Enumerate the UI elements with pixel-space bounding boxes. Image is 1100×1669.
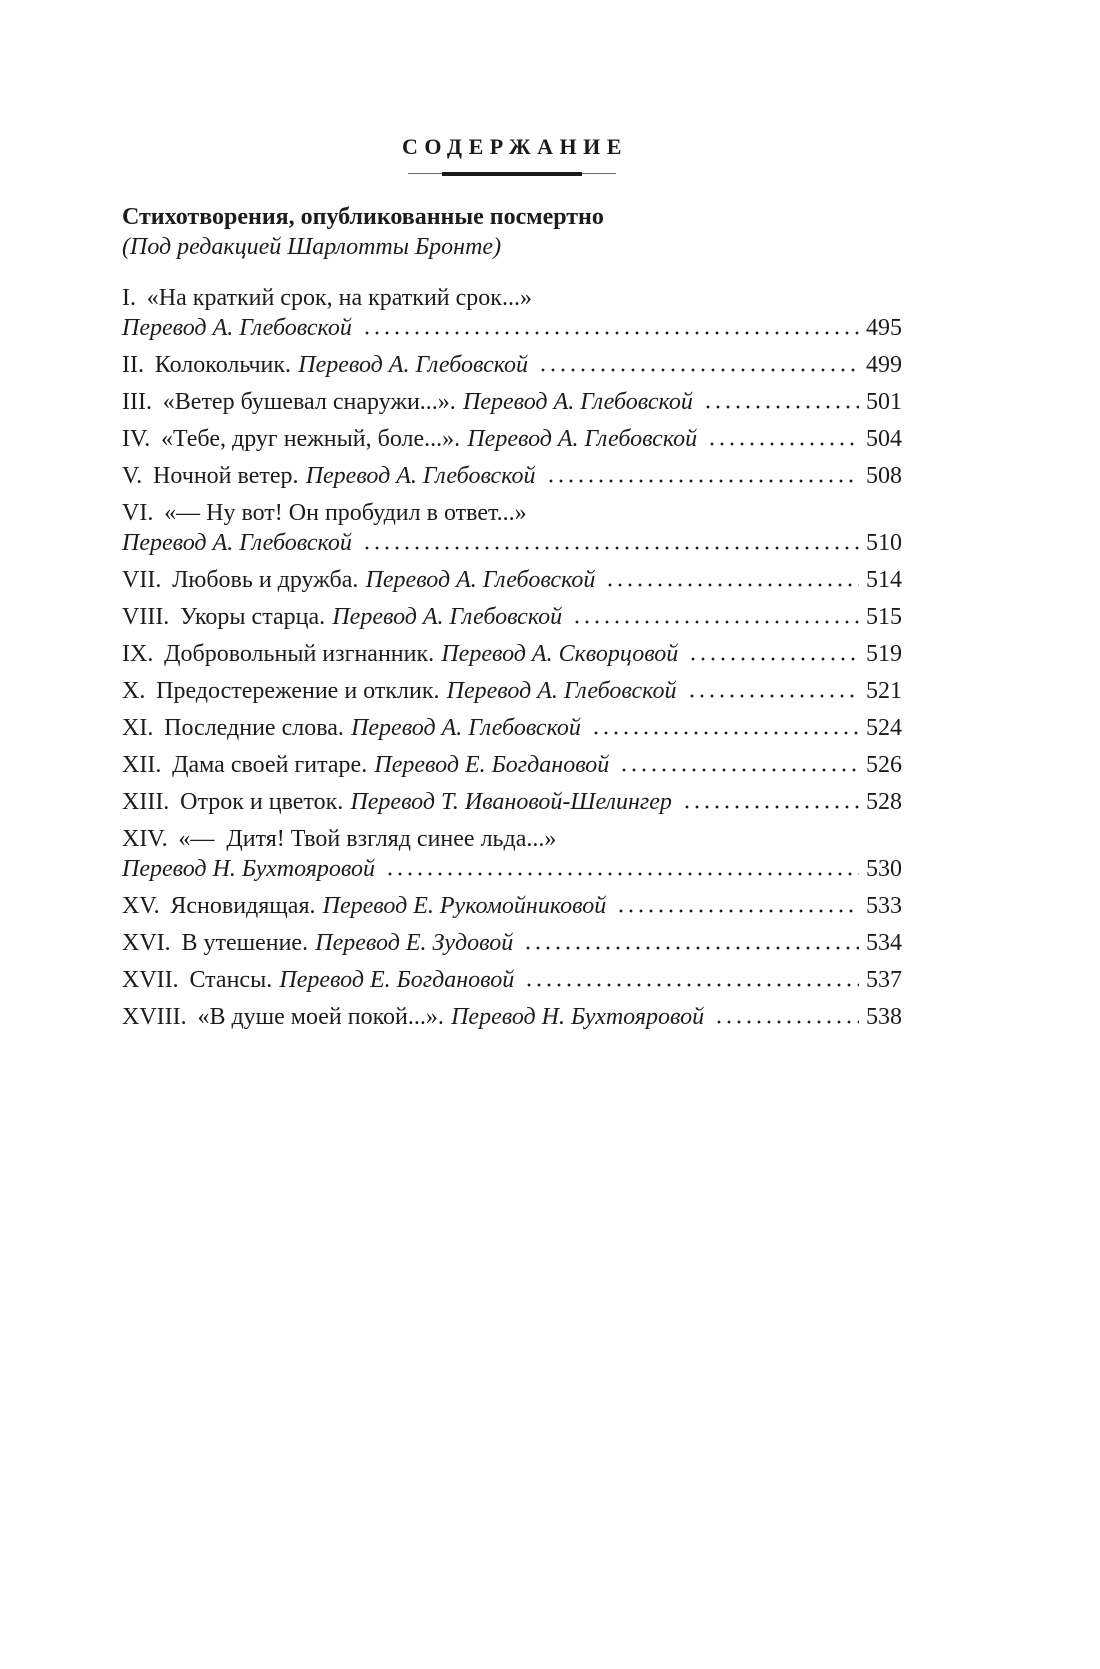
toc-entry-line — [122, 891, 902, 921]
entry-text — [122, 498, 527, 528]
entry-translator: Перевод Е. Рукомойниковой — [322, 893, 607, 919]
dot-leader — [686, 694, 860, 698]
entry-text — [122, 787, 672, 817]
entry-translator: Перевод Н. Бухтояровой — [122, 856, 376, 882]
entry-numeral: XVIII. — [122, 1004, 187, 1030]
entry-title: Последние слова. — [164, 715, 344, 741]
entry-numeral: IX. — [122, 641, 154, 667]
toc-entry — [122, 891, 902, 921]
dot-leader — [571, 620, 859, 624]
toc-entry-title-line — [122, 498, 902, 528]
entry-translator: Перевод Н. Бухтояровой — [451, 1004, 705, 1030]
entry-page-number: 519 — [866, 641, 902, 667]
entry-translator: Перевод Е. Богдановой — [279, 967, 515, 993]
dot-leader — [545, 479, 859, 483]
toc-entry-line — [122, 424, 902, 454]
entry-translator: Перевод А. Глебовской — [332, 604, 563, 630]
toc-entry — [122, 787, 902, 817]
divider-thick-rule — [442, 172, 582, 176]
toc-entry — [122, 713, 902, 743]
entry-text — [122, 283, 532, 313]
entry-numeral: XV. — [122, 893, 160, 919]
entry-numeral: X. — [122, 678, 146, 704]
entry-numeral: VI. — [122, 500, 154, 526]
dot-leader — [615, 909, 859, 913]
entry-page-number: 495 — [866, 315, 902, 341]
entry-numeral: XVI. — [122, 930, 171, 956]
entry-page-number: 510 — [866, 530, 902, 556]
toc-entry-line — [122, 928, 902, 958]
entry-page-number: 501 — [866, 389, 902, 415]
entry-page-number: 537 — [866, 967, 902, 993]
toc-entry — [122, 461, 902, 491]
entry-numeral: XIII. — [122, 789, 170, 815]
entry-numeral: VII. — [122, 567, 162, 593]
entry-page-number: 533 — [866, 893, 902, 919]
entry-title: Отрок и цветок. — [180, 789, 344, 815]
entry-page-number: 528 — [866, 789, 902, 815]
dot-leader — [523, 983, 859, 987]
dot-leader — [522, 946, 859, 950]
entry-translator: Перевод Е. Зудовой — [315, 930, 514, 956]
entry-text — [122, 387, 693, 417]
entry-text — [122, 1002, 704, 1032]
entry-title: Предостережение и отклик. — [156, 678, 440, 704]
toc-entry-line — [122, 350, 902, 380]
header-divider-ornament — [408, 171, 616, 176]
entry-page-number: 534 — [866, 930, 902, 956]
toc-entry-line — [122, 565, 902, 595]
entry-title: «— Дитя! Твой взгляд синее льда...» — [178, 826, 557, 852]
entry-title: «Тебе, друг нежный, боле...». — [161, 426, 461, 452]
entry-title: Ясновидящая. — [170, 893, 316, 919]
entry-page-number: 499 — [866, 352, 902, 378]
toc-entry-title-line — [122, 283, 902, 313]
entry-title: «— Ну вот! Он пробудил в ответ...» — [164, 500, 527, 526]
entry-page-number: 524 — [866, 715, 902, 741]
toc-entry — [122, 639, 902, 669]
toc-entry — [122, 602, 902, 632]
entry-text — [122, 928, 513, 958]
entry-text — [122, 965, 514, 995]
entry-title: Укоры старца. — [180, 604, 326, 630]
entry-page-number: 530 — [866, 856, 902, 882]
toc-entry — [122, 750, 902, 780]
entry-title: Стансы. — [189, 967, 273, 993]
dot-leader — [361, 546, 859, 550]
dot-leader — [681, 805, 859, 809]
entry-text — [122, 713, 581, 743]
toc-entry — [122, 387, 902, 417]
toc-entry-line — [122, 639, 902, 669]
entry-text — [122, 565, 595, 595]
toc-entry — [122, 350, 902, 380]
entry-numeral: XI. — [122, 715, 154, 741]
dot-leader — [687, 657, 859, 661]
dot-leader — [618, 768, 859, 772]
entry-text — [122, 891, 606, 921]
entry-numeral: IV. — [122, 426, 151, 452]
toc-entry — [122, 676, 902, 706]
entry-numeral: XVII. — [122, 967, 179, 993]
toc-entry-translator-line — [122, 313, 902, 343]
entry-title: Ночной ветер. — [153, 463, 299, 489]
entry-translator: Перевод А. Глебовской — [463, 389, 693, 415]
toc-entry — [122, 498, 902, 558]
entry-text — [122, 424, 697, 454]
entry-page-number: 538 — [866, 1004, 902, 1030]
toc-entry — [122, 824, 902, 884]
entry-text — [122, 639, 678, 669]
toc-entry-line — [122, 461, 902, 491]
toc-entry-line — [122, 965, 902, 995]
section-subtitle: (Под редакцией Шарлотты Бронте) — [122, 234, 502, 260]
entry-title: Дама своей гитаре. — [172, 752, 368, 778]
entry-numeral: XII. — [122, 752, 162, 778]
entry-translator: Перевод А. Глебовской — [365, 567, 596, 593]
dot-leader — [604, 583, 859, 587]
entry-translator: Перевод А. Скворцовой — [441, 641, 679, 667]
toc-entry-line — [122, 1002, 902, 1032]
entry-page-number: 515 — [866, 604, 902, 630]
entry-title: «Ветер бушевал снаружи...». — [162, 389, 456, 415]
dot-leader — [702, 405, 859, 409]
dot-leader — [590, 731, 859, 735]
entry-numeral: III. — [122, 389, 152, 415]
toc-entry-translator-line — [122, 854, 902, 884]
toc-list — [122, 283, 902, 1032]
toc-entry-line — [122, 713, 902, 743]
toc-entry-line — [122, 676, 902, 706]
entry-text — [122, 461, 536, 491]
entry-translator: Перевод А. Глебовской — [122, 315, 352, 341]
entry-numeral: VIII. — [122, 604, 170, 630]
entry-title: В утешение. — [181, 930, 309, 956]
dot-leader — [384, 872, 859, 876]
entry-translator: Перевод А. Глебовской — [298, 352, 529, 378]
dot-leader — [537, 368, 859, 372]
toc-entry-title-line — [122, 824, 902, 854]
dot-leader — [706, 442, 859, 446]
entry-translator: Перевод А. Глебовской — [446, 678, 677, 704]
entry-text — [122, 350, 528, 380]
toc-entry — [122, 565, 902, 595]
toc-entry-line — [122, 750, 902, 780]
toc-entry — [122, 928, 902, 958]
toc-entry-line — [122, 787, 902, 817]
toc-entry-line — [122, 602, 902, 632]
entry-page-number: 504 — [866, 426, 902, 452]
entry-numeral: I. — [122, 285, 136, 311]
entry-title: Добровольный изгнанник. — [164, 641, 435, 667]
toc-entry-line — [122, 387, 902, 417]
toc-entry — [122, 1002, 902, 1032]
entry-text — [122, 676, 677, 706]
entry-numeral: XIV. — [122, 826, 168, 852]
toc-entry — [122, 424, 902, 454]
entry-title: «На краткий срок, на краткий срок...» — [146, 285, 532, 311]
section-title: Стихотворения, опубликованные посмертно — [122, 204, 604, 230]
entry-numeral: V. — [122, 463, 143, 489]
entry-title: Колокольчик. — [154, 352, 292, 378]
toc-entry — [122, 965, 902, 995]
entry-translator: Перевод А. Глебовской — [305, 463, 536, 489]
entry-translator: Перевод Т. Ивановой-Шелингер — [350, 789, 672, 815]
entry-text — [122, 824, 556, 854]
entry-text — [122, 750, 609, 780]
dot-leader — [361, 331, 859, 335]
toc-entry-translator-line — [122, 528, 902, 558]
entry-translator: Перевод А. Глебовской — [122, 530, 352, 556]
entry-numeral: II. — [122, 352, 144, 378]
entry-translator: Перевод Е. Богдановой — [374, 752, 610, 778]
entry-page-number: 508 — [866, 463, 902, 489]
entry-page-number: 526 — [866, 752, 902, 778]
toc-entry — [122, 283, 902, 343]
entry-page-number: 514 — [866, 567, 902, 593]
entry-translator: Перевод А. Глебовской — [351, 715, 581, 741]
entry-text — [122, 602, 562, 632]
entry-page-number: 521 — [866, 678, 902, 704]
page-title: СОДЕРЖАНИЕ — [402, 134, 628, 159]
dot-leader — [713, 1020, 859, 1024]
entry-title: Любовь и дружба. — [172, 567, 359, 593]
entry-translator: Перевод А. Глебовской — [467, 426, 698, 452]
entry-title: «В душе моей покой...». — [197, 1004, 444, 1030]
